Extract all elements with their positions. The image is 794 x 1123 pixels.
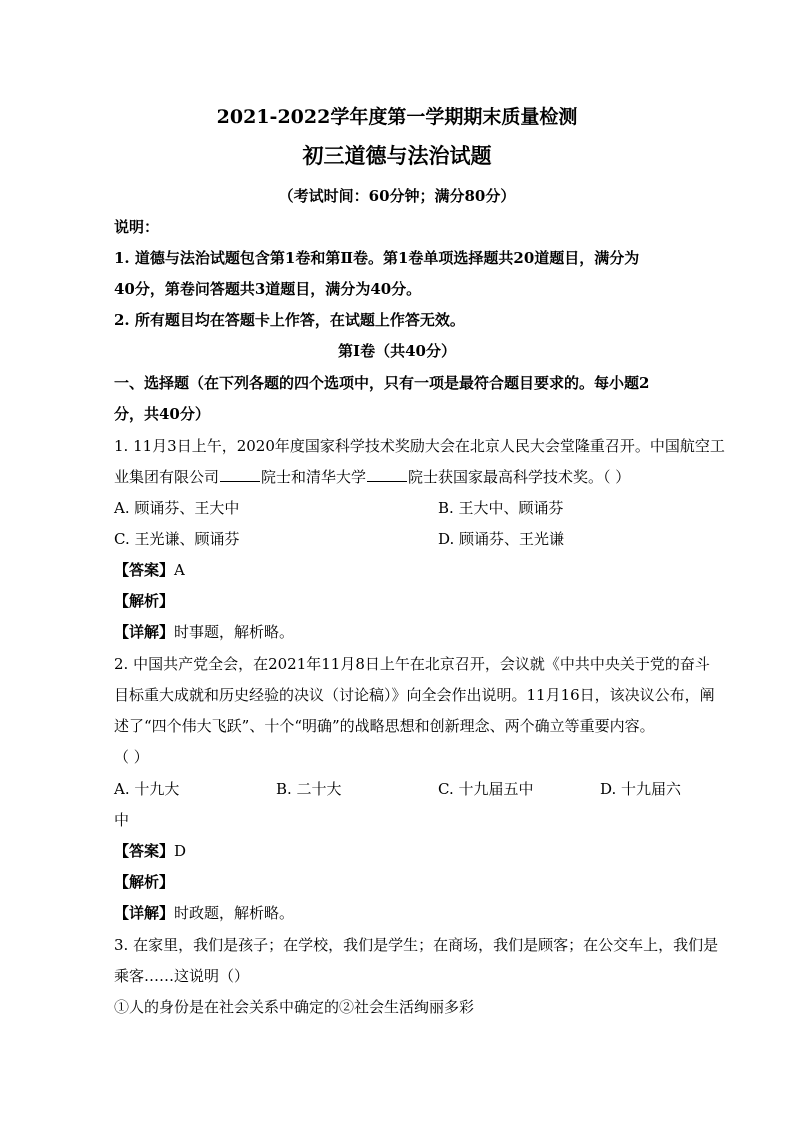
q3-stem-line-2: 乘客……这说明（）: [114, 967, 250, 985]
q2-answer-value: D: [174, 842, 187, 860]
instruction-1-line-2: 40分，第卷问答题共3道题目，满分为40分。: [114, 280, 422, 298]
q1-analysis-label: 【解析】: [114, 592, 175, 610]
q3-stem-line-1: 3. 在家里，我们是孩子；在学校，我们是学生；在商场，我们是顾客；在公交车上，我们是: [114, 936, 719, 954]
q2-answer: [114, 841, 186, 861]
q1-stem-part-b: 院士和清华大学: [261, 468, 367, 486]
exam-title: 2021-2022学年度第一学期期末质量检测: [216, 106, 578, 128]
q1-blank-2: [367, 467, 407, 482]
part-heading-line-2: 分，共40分）: [114, 405, 210, 423]
q2-stem-line-2: 目标重大成就和历史经验的决议（讨论稿）》向全会作出说明。11月16日，该决议公布，阐: [114, 686, 715, 704]
q1-stem-line-1: 1. 11月3日上午，2020年度国家科学技术奖励大会在北京人民大会堂隆重召开。中国航空工: [114, 437, 725, 455]
q1-detail-label: 【详解】: [114, 623, 175, 641]
q1-blank-1: [220, 467, 260, 482]
q2-option-b: B. 二十大: [276, 780, 342, 798]
q2-option-d: D. 十九届六: [600, 780, 682, 798]
q1-option-a: A. 顾诵芬、王大中: [114, 499, 240, 517]
q2-analysis-label: 【解析】: [114, 873, 175, 891]
exam-info: （考试时间：60分钟；满分80分）: [278, 187, 516, 205]
q1-stem-part-c: 院士获国家最高科学技术奖。（ ）: [408, 468, 631, 486]
q3-options-line-1: ①人的身份是在社会关系中确定的②社会生活绚丽多彩: [114, 998, 475, 1016]
q1-answer-value: A: [174, 561, 185, 579]
q1-detail: [114, 622, 294, 642]
q2-detail-label: 【详解】: [114, 904, 175, 922]
q2-stem-line-1: 2. 中国共产党全会，在2021年11月8日上午在北京召开，会议就《中共中央关于党的奋斗: [114, 655, 710, 673]
q2-answer-label: 【答案】: [114, 842, 175, 860]
q1-detail-text: 时事题，解析略。: [174, 623, 295, 641]
q1-answer: [114, 560, 185, 580]
q1-stem-line-2: [114, 467, 630, 487]
q2-option-c: C. 十九届五中: [438, 780, 534, 798]
q2-detail-text: 时政题，解析略。: [174, 904, 295, 922]
q1-option-d: D. 顾诵芬、王光谦: [438, 530, 565, 548]
q1-option-b: B. 王大中、顾诵芬: [438, 499, 564, 517]
q1-stem-part-a: 业集团有限公司: [114, 468, 220, 486]
q2-option-a: A. 十九大: [114, 780, 180, 798]
instruction-1-line-1: 1. 道德与法治试题包含第1卷和第Ⅱ卷。第1卷单项选择题共20道题目，满分为: [114, 249, 640, 267]
section-title: 第Ⅰ卷（共40分）: [338, 342, 456, 360]
subject-title: 初三道德与法治试题: [302, 143, 492, 168]
q2-option-d-wrap: 中: [114, 811, 130, 829]
q1-answer-label: 【答案】: [114, 561, 175, 579]
q2-stem-line-4: （ ）: [114, 748, 149, 766]
part-heading-line-1: 一、选择题（在下列各题的四个选项中，只有一项是最符合题目要求的。每小题2: [114, 374, 650, 392]
q2-stem-line-3: 述了“四个伟大飞跃”、十个“明确”的战略思想和创新理念、两个确立等重要内容。: [114, 717, 655, 735]
instruction-2: 2. 所有题目均在答题卡上作答，在试题上作答无效。: [114, 311, 465, 329]
q1-option-c: C. 王光谦、顾诵芬: [114, 530, 240, 548]
q2-detail: [114, 903, 294, 923]
instructions-heading: 说明：: [114, 218, 160, 236]
